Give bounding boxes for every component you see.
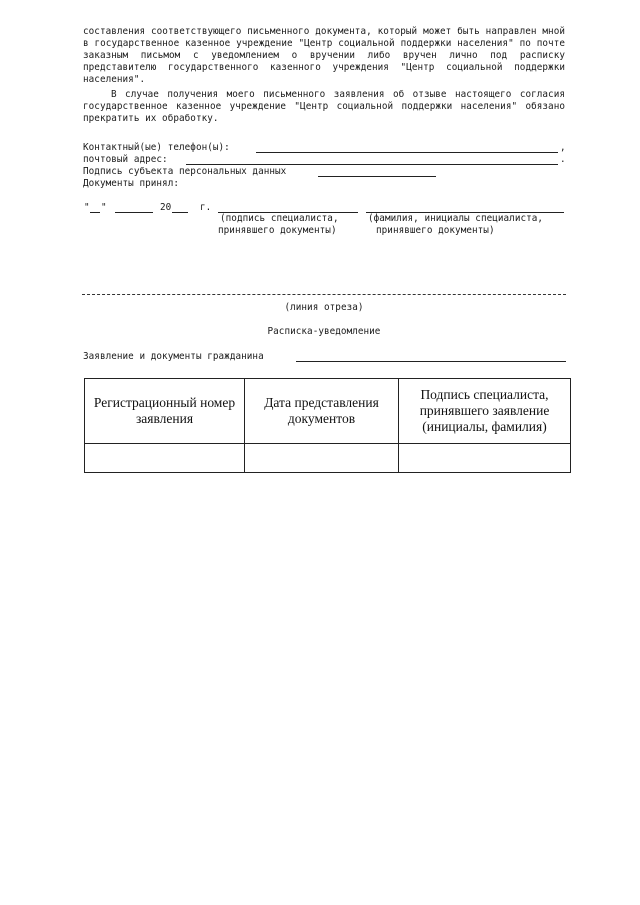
cut-line	[82, 294, 566, 295]
receipt-statement-label: Заявление и документы гражданина	[83, 351, 264, 362]
receipt-table	[84, 378, 571, 473]
address-end-mark: .	[560, 154, 566, 165]
citizen-name-field[interactable]	[296, 361, 566, 362]
phone-end-mark: ,	[560, 142, 566, 153]
table-row	[85, 444, 571, 473]
consent-paragraph-1: составления соответствующего письменного документа, который может быть направлен мной в государственное казенное учреждение "Центр социальной поддержки населения" по почте заказным письмом с уведомлением о вручении либо вручен лично под расписку представителю государственного казенного учреждения "Центр социальной поддержки населения".	[83, 26, 565, 85]
header-submission-date: Дата представления документов	[245, 379, 399, 444]
cell-specialist-signature[interactable]	[399, 444, 571, 473]
header-registration-number: Регистрационный номер заявления	[85, 379, 245, 444]
date-year-prefix: 20	[160, 202, 172, 213]
specialist-name-caption: (фамилия, инициалы специалиста,	[368, 213, 544, 224]
signature-label: Подпись субъекта персональных данных	[83, 166, 287, 177]
cut-line-label: (линия отреза)	[284, 302, 364, 313]
date-year-field[interactable]	[172, 212, 188, 213]
address-label: почтовый адрес:	[83, 154, 168, 165]
specialist-name-caption-2: принявшего документы)	[376, 225, 495, 236]
consent-paragraph-2: В случае получения моего письменного заявления об отзыве настоящего согласия государственное казенное учреждение "Центр социальной поддержки населения" обязано прекратить их обработку.	[83, 89, 565, 124]
specialist-signature-caption: (подпись специалиста,	[220, 213, 339, 224]
table-header-row	[85, 379, 571, 444]
subject-signature-field[interactable]	[318, 176, 436, 177]
date-year-suffix: г.	[200, 202, 212, 213]
cell-submission-date[interactable]	[245, 444, 399, 473]
date-quote-open: "	[84, 202, 90, 213]
phone-field[interactable]	[256, 152, 558, 153]
accepted-label: Документы принял:	[83, 178, 180, 189]
phone-label: Контактный(ые) телефон(ы):	[83, 142, 230, 153]
specialist-signature-caption-2: принявшего документы)	[218, 225, 337, 236]
receipt-title: Расписка-уведомление	[267, 326, 381, 337]
header-specialist-signature: Подпись специалиста, принявшего заявление (инициалы, фамилия)	[399, 379, 571, 444]
address-field[interactable]	[186, 164, 558, 165]
date-quote-close: "	[101, 202, 107, 213]
cell-registration-number[interactable]	[85, 444, 245, 473]
date-month-field[interactable]	[115, 212, 153, 213]
date-day-field[interactable]	[90, 212, 100, 213]
